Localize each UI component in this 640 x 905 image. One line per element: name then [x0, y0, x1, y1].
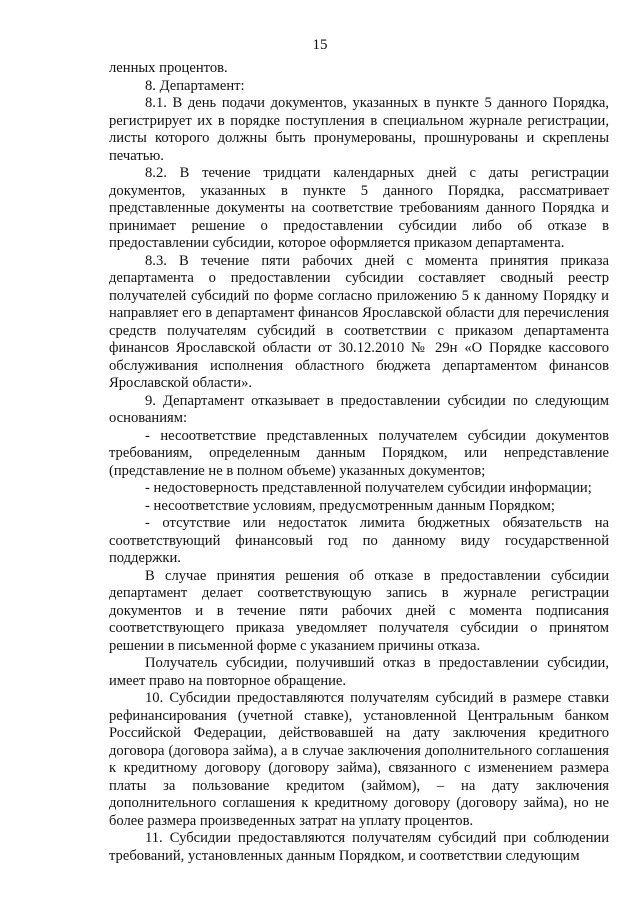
paragraph-reapplication: Получатель субсидии, получивший отказ в предоставлении субсидии, имеет право на повторное обращение. [109, 655, 609, 689]
paragraph-8: 8. Департамент: [145, 77, 245, 94]
document-body [109, 60, 609, 865]
list-item-refusal-3: - несоответствие условиям, предусмотренным данным Порядком; [145, 497, 555, 514]
list-item-refusal-1: - несоответствие представленных получателем субсидии документов требованиям, определенным данным Порядком, или непредставление (представление не в полном объеме) указанных документов; [109, 427, 609, 479]
paragraph-8-1: 8.1. В день подачи документов, указанных в пункте 5 данного Порядка, регистрирует их в порядке поступления в специальном журнале регистрации, листы которого должны быть пронумерованы, прошнурованы и скреплены печатью. [109, 95, 609, 164]
paragraph-refusal-notice: В случае принятия решения об отказе в предоставлении субсидии департамент делает соответствующую запись в журнале регистрации документов и в течение пяти рабочих дней с момента подписания соответствующего приказа уведомляет получателя субсидии о принятом решении в письменной форме с указанием причины отказа. [109, 567, 609, 654]
paragraph-10: 10. Субсидии предоставляются получателям субсидий в размере ставки рефинансирования (учетной ставке), установленной Центральным банком Российской Федерации, действовавшей на дату заключения кредитного договора (договора займа), а в случае заключения дополнительного соглашения к кредитному договору (договору займа), связанного с изменением размера платы за пользование кредитом (займом), – на дату заключения дополнительного соглашения к кредитному договору (договору займа), но не более размера произведенных затрат на уплату процентов. [109, 690, 609, 829]
paragraph-11: 11. Субсидии предоставляются получателям субсидий при соблюдении требований, установленных данным Порядком, и соответствии следующим [109, 830, 609, 864]
page-number: 15 [312, 37, 328, 53]
paragraph-8-3: 8.3. В течение пяти рабочих дней с момента принятия приказа департамента о предоставлении субсидии составляет сводный реестр получателей субсидий по форме согласно приложению 5 к данному Порядку и направляет его в департамент финансов Ярославской области для перечисления средств получателям субсидий в соответствии с приказом департамента финансов Ярославской области от 30.12.2010 № 29н «О Порядке кассового обслуживания исполнения областного бюджета департаментом финансов Ярославской области». [109, 252, 609, 391]
paragraph-9: 9. Департамент отказывает в предоставлении субсидии по следующим основаниям: [109, 392, 609, 426]
paragraph-continuation: ленных процентов. [109, 60, 228, 76]
paragraph-8-2: 8.2. В течение тридцати календарных дней с даты регистрации документов, указанных в пункте 5 данного Порядка, рассматривает представленные документы на соответствие требованиям данного Порядка и принимает решение о предоставлении субсидии либо об отказе в предоставлении субсидии, которое оформляется приказом департамента. [109, 165, 609, 251]
list-item-refusal-4: - отсутствие или недостаток лимита бюджетных обязательств на соответствующий финансовый год по данному виду государственной поддержки. [109, 515, 609, 566]
list-item-refusal-2: - недостоверность представленной получателем субсидии информации; [145, 480, 592, 496]
